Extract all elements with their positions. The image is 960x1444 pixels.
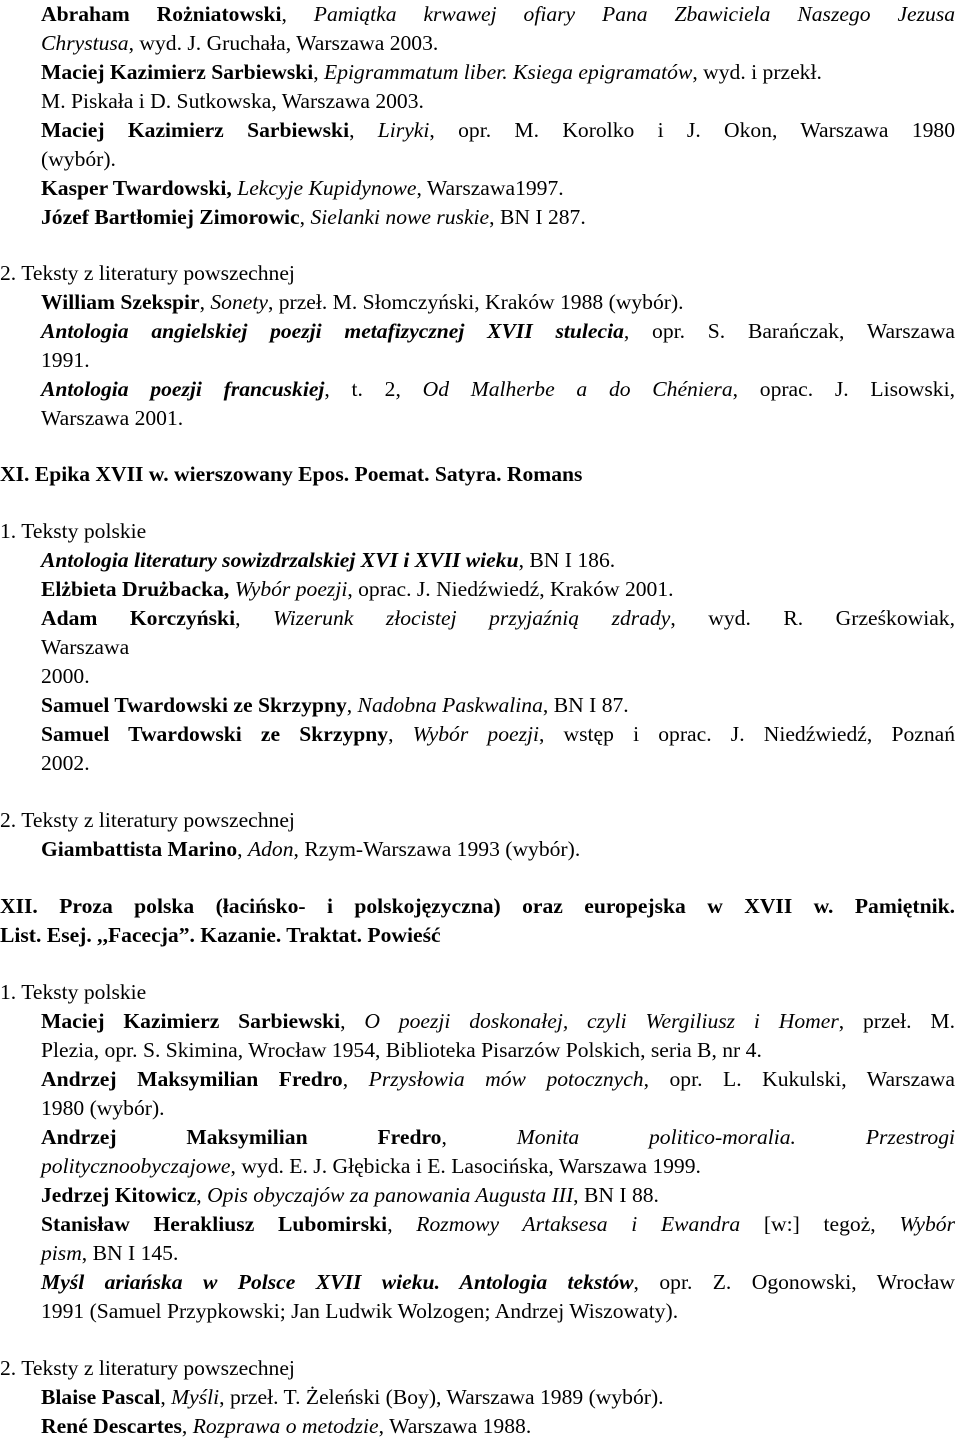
text-line: [41, 1181, 659, 1210]
text-line: [41, 58, 822, 87]
author-or-heading: List. Esej. ,,Facecja”. Kazanie. Traktat. Powieść: [0, 923, 441, 947]
text-line: [41, 346, 90, 375]
title-text: pism: [41, 1241, 82, 1265]
plain-text: M. Piskała i D. Sutkowska, Warszawa 2003.: [41, 89, 424, 113]
text-line: [41, 1094, 165, 1123]
title-text: Lekcyje Kupidynowe: [237, 176, 417, 200]
plain-text: , opr. Z. Ogonowski, Wrocław: [633, 1270, 955, 1294]
text-line: [41, 203, 586, 232]
text-line: [41, 1412, 531, 1441]
plain-text: ,: [237, 837, 248, 861]
author-or-heading: René Descartes: [41, 1414, 182, 1438]
plain-text: ,: [199, 290, 211, 314]
author-or-heading: Blaise Pascal: [41, 1385, 161, 1409]
text-line: [0, 460, 582, 489]
plain-text: ,: [281, 2, 314, 26]
plain-text: 2. Teksty z literatury powszechnej: [0, 808, 295, 832]
plain-text: , przeł. M.: [838, 1009, 955, 1033]
author-or-heading: Antologia angielskiej poezji metafizycznej XVII stulecia: [41, 319, 624, 343]
plain-text: [w:] tegoż,: [740, 1212, 900, 1236]
text-line: [41, 145, 116, 174]
title-text: Opis obyczajów za panowania Augusta III: [207, 1183, 574, 1207]
plain-text: 1991 (Samuel Przypkowski; Jan Ludwik Wolzogen; Andrzej Wiszowaty).: [41, 1299, 679, 1323]
author-or-heading: Antologia literatury sowizdrzalskiej XVI i XVII wieku: [41, 548, 519, 572]
plain-text: 2000.: [41, 664, 90, 688]
text-line: [0, 1354, 295, 1383]
author-or-heading: Samuel Twardowski ze Skrzypny: [41, 693, 347, 717]
author-or-heading: Abraham Rożniatowski: [41, 2, 282, 26]
text-line: [41, 604, 955, 633]
title-text: Nadobna Paskwalina: [357, 693, 543, 717]
text-line: [41, 174, 564, 203]
text-line: [41, 29, 438, 58]
title-text: Wybór poezji: [234, 577, 348, 601]
plain-text: 2002.: [41, 751, 90, 775]
text-line: [41, 575, 674, 604]
text-line: [41, 1036, 762, 1065]
plain-text: Warszawa: [41, 635, 130, 659]
plain-text: 1. Teksty polskie: [0, 519, 147, 543]
title-text: Monita politico-moralia. Przestrogi: [516, 1125, 956, 1149]
text-line: [41, 749, 90, 778]
title-text: Wybór poezji: [412, 722, 539, 746]
author-or-heading: Elżbieta Drużbacka,: [41, 577, 230, 601]
plain-text: ,: [299, 205, 311, 229]
plain-text: (wybór).: [41, 147, 116, 171]
author-or-heading: XI. Epika XVII w. wierszowany Epos. Poemat. Satyra. Romans: [0, 462, 583, 486]
text-line: [41, 288, 684, 317]
text-line: [0, 806, 295, 835]
plain-text: ,: [441, 1125, 517, 1149]
text-line: [41, 546, 615, 575]
text-line: [41, 835, 580, 864]
author-or-heading: Maciej Kazimierz Sarbiewski: [41, 60, 314, 84]
plain-text: ,: [235, 606, 273, 630]
plain-text: , Warszawa 1988.: [378, 1414, 532, 1438]
author-or-heading: Antologia poezji francuskiej: [41, 377, 325, 401]
text-line: [41, 1152, 701, 1181]
plain-text: , BN I 87.: [542, 693, 629, 717]
title-text: Przysłowia mów potocznych: [368, 1067, 644, 1091]
plain-text: , opr. M. Korolko i J. Okon, Warszawa 1980: [429, 118, 956, 142]
title-text: Pamiątka krwawej ofiary Pana Zbawiciela Naszego Jezusa: [313, 2, 956, 26]
plain-text: ,: [340, 1009, 365, 1033]
plain-text: ,: [181, 1414, 193, 1438]
author-or-heading: Myśl ariańska w Polsce XVII wieku. Antologia tekstów: [41, 1270, 634, 1294]
text-line: [41, 662, 90, 691]
title-text: Rozmowy Artaksesa i Ewandra: [416, 1212, 741, 1236]
plain-text: , wyd. R. Grześkowiak,: [670, 606, 956, 630]
plain-text: , t. 2,: [324, 377, 423, 401]
title-text: Sonety: [210, 290, 268, 314]
author-or-heading: Maciej Kazimierz Sarbiewski: [41, 118, 350, 142]
title-text: Adon: [247, 837, 294, 861]
plain-text: , oprac. J. Niedźwiedź, Kraków 2001.: [347, 577, 674, 601]
plain-text: , wyd. J. Gruchała, Warszawa 2003.: [128, 31, 439, 55]
author-or-heading: Maciej Kazimierz Sarbiewski: [41, 1009, 341, 1033]
plain-text: ,: [196, 1183, 208, 1207]
plain-text: 1. Teksty polskie: [0, 980, 147, 1004]
text-line: [41, 1239, 178, 1268]
author-or-heading: Andrzej Maksymilian Fredro: [41, 1067, 343, 1091]
author-or-heading: Adam Korczyński: [41, 606, 236, 630]
text-line: [41, 1383, 664, 1412]
author-or-heading: Stanisław Herakliusz Lubomirski: [41, 1212, 388, 1236]
plain-text: , oprac. J. Lisowski,: [732, 377, 955, 401]
plain-text: , Warszawa1997.: [416, 176, 564, 200]
text-line: [41, 87, 424, 116]
title-text: O poezji doskonałej, czyli Wergiliusz i Homer: [364, 1009, 839, 1033]
plain-text: 1980 (wybór).: [41, 1096, 165, 1120]
author-or-heading: Jedrzej Kitowicz: [41, 1183, 197, 1207]
text-line: [0, 892, 955, 921]
plain-text: , wyd. E. J. Głębicka i E. Lasocińska, Warszawa 1999.: [230, 1154, 701, 1178]
plain-text: Plezia, opr. S. Skimina, Wrocław 1954, Biblioteka Pisarzów Polskich, seria B, nr 4.: [41, 1038, 762, 1062]
text-line: [41, 1268, 955, 1297]
title-text: Sielanki nowe ruskie: [310, 205, 490, 229]
author-or-heading: Samuel Twardowski ze Skrzypny: [41, 722, 389, 746]
title-text: Liryki: [377, 118, 430, 142]
plain-text: , BN I 287.: [489, 205, 586, 229]
plain-text: , przeł. T. Żeleński (Boy), Warszawa 1989 (wybór).: [219, 1385, 664, 1409]
text-line: [41, 1210, 955, 1239]
plain-text: , wyd. i przekł.: [692, 60, 822, 84]
plain-text: , opr. S. Barańczak, Warszawa: [623, 319, 955, 343]
text-line: [41, 633, 129, 662]
plain-text: ,: [313, 60, 325, 84]
text-line: [41, 375, 955, 404]
plain-text: 2. Teksty z literatury powszechnej: [0, 261, 295, 285]
text-line: [0, 259, 295, 288]
title-text: Chrystusa: [41, 31, 129, 55]
text-line: [41, 1297, 678, 1326]
plain-text: , BN I 88.: [573, 1183, 659, 1207]
plain-text: , opr. L. Kukulski, Warszawa: [643, 1067, 955, 1091]
plain-text: , BN I 145.: [81, 1241, 179, 1265]
title-text: Wybór: [899, 1212, 955, 1236]
text-line: [41, 116, 955, 145]
title-text: Myśli: [171, 1385, 220, 1409]
plain-text: 2. Teksty z literatury powszechnej: [0, 1356, 295, 1380]
author-or-heading: William Szekspir: [41, 290, 200, 314]
plain-text: ,: [160, 1385, 172, 1409]
author-or-heading: Andrzej Maksymilian Fredro: [41, 1125, 442, 1149]
text-line: [41, 691, 629, 720]
author-or-heading: Kasper Twardowski,: [41, 176, 232, 200]
title-text: Wizerunk złocistej przyjaźnią zdrady: [272, 606, 671, 630]
text-line: [0, 978, 146, 1007]
title-text: Rozprawa o metodzie: [192, 1414, 379, 1438]
plain-text: , Rzym-Warszawa 1993 (wybór).: [293, 837, 581, 861]
plain-text: , wstęp i oprac. J. Niedźwiedź, Poznań: [538, 722, 956, 746]
author-or-heading: XII. Proza polska (łacińsko- i polskojęzyczna) oraz europejska w XVII w. Pamiętnik.: [0, 894, 955, 918]
text-line: [41, 317, 955, 346]
text-line: [41, 1007, 955, 1036]
author-or-heading: Giambattista Marino: [41, 837, 238, 861]
plain-text: ,: [342, 1067, 369, 1091]
title-text: Epigrammatum liber. Ksiega epigramatów: [324, 60, 693, 84]
title-text: politycznoobyczajowe: [41, 1154, 231, 1178]
plain-text: , przeł. M. Słomczyński, Kraków 1988 (wybór).: [267, 290, 684, 314]
text-line: [41, 1065, 955, 1094]
plain-text: Warszawa 2001.: [41, 406, 184, 430]
text-line: [41, 720, 955, 749]
text-line: [0, 517, 146, 546]
author-or-heading: Józef Bartłomiej Zimorowic: [41, 205, 300, 229]
plain-text: ,: [388, 722, 413, 746]
plain-text: ,: [346, 693, 358, 717]
plain-text: ,: [387, 1212, 417, 1236]
title-text: Od Malherbe a do Chéniera: [422, 377, 733, 401]
plain-text: 1991.: [41, 348, 90, 372]
text-line: [41, 0, 955, 29]
plain-text: , BN I 186.: [518, 548, 616, 572]
text-line: [0, 921, 441, 950]
text-line: [41, 1123, 955, 1152]
text-line: [41, 404, 183, 433]
plain-text: ,: [349, 118, 378, 142]
